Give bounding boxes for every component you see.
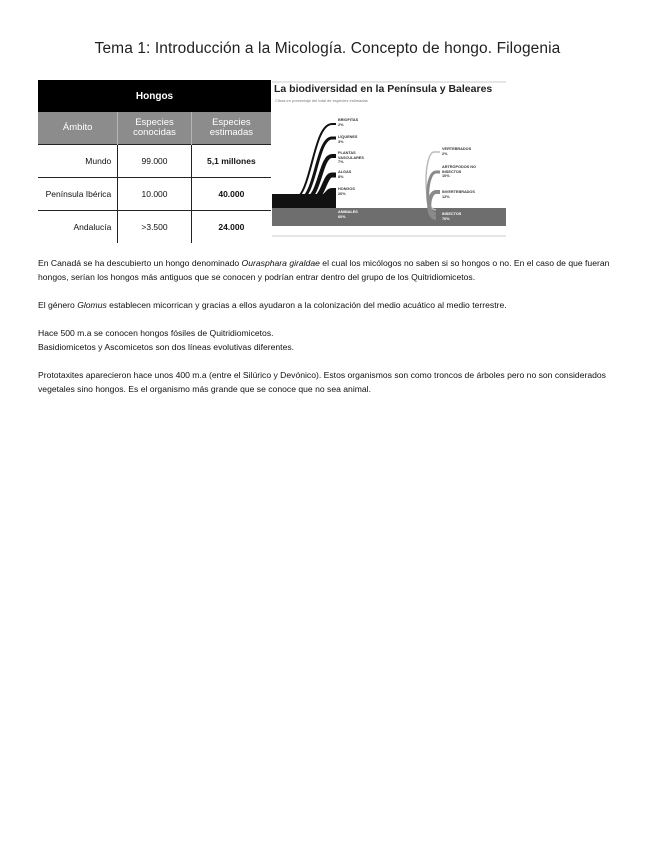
genus-name: Glomus — [77, 300, 107, 310]
cell-conocidas: 10.000 — [118, 178, 191, 211]
column-header-ambito: Ámbito — [38, 112, 118, 145]
group-label: ALGAS 8% — [338, 170, 352, 179]
group-label: HONGOS 20% — [338, 187, 355, 196]
table-row — [38, 145, 271, 178]
cell-ambito: Península Ibérica — [38, 178, 118, 211]
page-title: Tema 1: Introducción a la Micología. Concepto de hongo. Filogenia — [94, 40, 561, 57]
column-header-estimadas: Especies estimadas — [191, 112, 271, 145]
paragraph: En Canadá se ha descubierto un hongo denominado Ourasphara giraldae el cual los micólogos no saben si so hongos o no. En el caso de que fueran hongos, serían los hongos más antiguos que se conocen y podrían entrar dentro del grupo de los Quitridiomicetos. — [38, 258, 610, 282]
group-label: BRIOFITAS 2% — [338, 118, 359, 127]
cell-conocidas: 99.000 — [118, 145, 191, 178]
cell-estimadas: 40.000 — [191, 178, 271, 211]
group-label: INVERTEBRADOS 12% — [442, 190, 475, 199]
cell-ambito: Mundo — [38, 145, 118, 178]
hongos-table — [38, 80, 271, 243]
table-row — [38, 211, 271, 244]
group-label: PLANTAS VASCULARES 7% — [338, 151, 364, 164]
cell-conocidas: >3.500 — [118, 211, 191, 244]
group-label: VERTEBRADOS 2% — [442, 147, 472, 156]
paragraph: Hace 500 m.a se conocen hongos fósiles de Quitridiomicetos. Basidiomicetos y Ascomicetos son dos líneas evolutivas diferentes. — [38, 328, 295, 352]
group-label: ARTRÓPODOS NO INSECTOS 10% — [442, 165, 476, 178]
group-label: LÍQUENES 3% — [338, 135, 358, 144]
table-row — [38, 178, 271, 211]
infographic-title: La biodiversidad en la Península y Baleares — [274, 83, 493, 95]
column-header-conocidas: Especies conocidas — [118, 112, 191, 145]
body-text — [38, 256, 618, 410]
group-label: INSECTOS 76% — [442, 212, 462, 221]
biodiversity-infographic — [272, 80, 506, 242]
paragraph: El género Glomus establecen micorrican y gracias a ellos ayudaron a la colonización del medio acuático al medio terrestre. — [38, 300, 507, 310]
infographic-flows — [272, 80, 506, 242]
table-header: Hongos — [38, 80, 271, 112]
paragraph: Prototaxites aparecieron hace unos 400 m.a (entre el Silúrico y Devónico). Estos organismos son como troncos de árboles pero no son considerados vegetales sino hongos. Es el organismo más grande que se conoce que no sea animal. — [38, 370, 606, 394]
group-label: ANIMALES 60% — [338, 210, 358, 219]
species-name: Ourasphara giraldae — [241, 258, 320, 268]
cell-estimadas: 5,1 millones — [191, 145, 271, 178]
cell-ambito: Andalucía — [38, 211, 118, 244]
cell-estimadas: 24.000 — [191, 211, 271, 244]
infographic-subtitle: Cifras en porcentaje del total de especies estimadas — [275, 98, 368, 103]
